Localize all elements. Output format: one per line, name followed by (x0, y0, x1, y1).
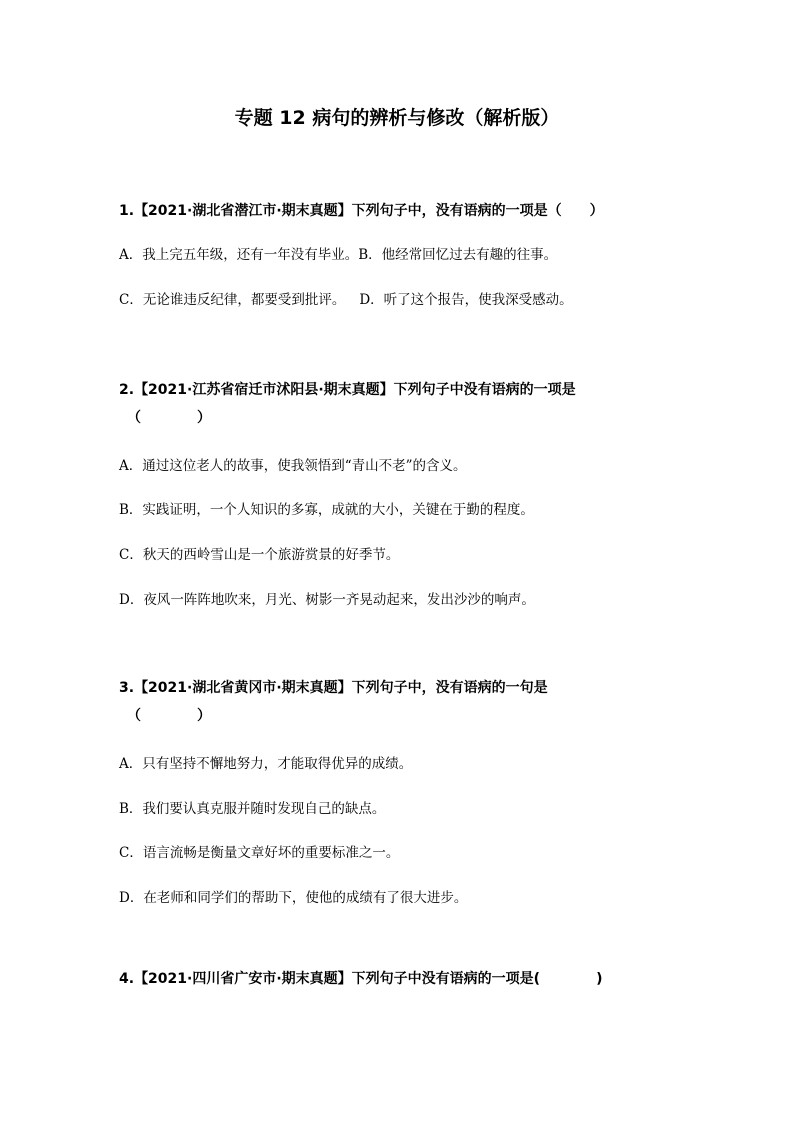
option-c: C．秋天的西岭雪山是一个旅游赏景的好季节。 (119, 547, 400, 563)
answer-paren: ( ) (533, 971, 603, 987)
question-stem: 下列句子中，没有语病的一项是 (351, 203, 548, 219)
option-d: D．夜风一阵阵地吹来，月光、树影一齐晃动起来，发出沙沙的响声。 (119, 592, 535, 608)
answer-paren: （ ） (127, 708, 211, 724)
question-number: 2. (119, 382, 135, 398)
option-c: C．无论谁违反纪律，都要受到批评。 (119, 292, 346, 308)
option-c: C．语言流畅是衡量文章好坏的重要标准之一。 (119, 845, 400, 861)
option-a: A．通过这位老人的故事，使我领悟到“青山不老”的含义。 (119, 458, 467, 474)
answer-paren: （ ） (127, 410, 211, 426)
question-source: 【2021·江苏省宿迁市沭阳县·期末真题】 (134, 382, 394, 398)
question-source: 【2021·四川省广安市·期末真题】 (134, 971, 352, 987)
option-a: A．只有坚持不懈地努力，才能取得优异的成绩。 (119, 756, 413, 772)
question-stem: 下列句子中没有语病的一项是 (351, 971, 534, 987)
option-d: D．听了这个报告，使我深受感动。 (359, 292, 573, 308)
question-number: 3. (119, 680, 135, 696)
question-source: 【2021·湖北省黄冈市·期末真题】 (134, 680, 352, 696)
question-1 (119, 197, 679, 225)
option-line (119, 288, 719, 312)
question-number: 4. (119, 971, 135, 987)
question-2 (119, 376, 679, 432)
question-3 (119, 674, 679, 730)
question-source: 【2021·湖北省潜江市·期末真题】 (134, 203, 352, 219)
option-d: D．在老师和同学们的帮助下，使他的成绩有了很大进步。 (119, 890, 468, 906)
question-number: 1. (119, 203, 135, 219)
question-stem: 下列句子中，没有语病的一句是 (351, 680, 548, 696)
option-b: B．实践证明，一个人知识的多寡，成就的大小，关键在于勤的程度。 (119, 502, 534, 518)
question-stem: 下列句子中没有语病的一项是 (393, 382, 576, 398)
answer-paren: （ ） (547, 203, 604, 219)
page-title: 专题 12 病句的辨析与修改（解析版） (234, 107, 560, 129)
question-4 (119, 965, 679, 993)
option-b: B．我们要认真克服并随时发现自己的缺点。 (119, 801, 386, 817)
option-line: A．我上完五年级，还有一年没有毕业。B．他经常回忆过去有趣的往事。 (119, 247, 558, 263)
